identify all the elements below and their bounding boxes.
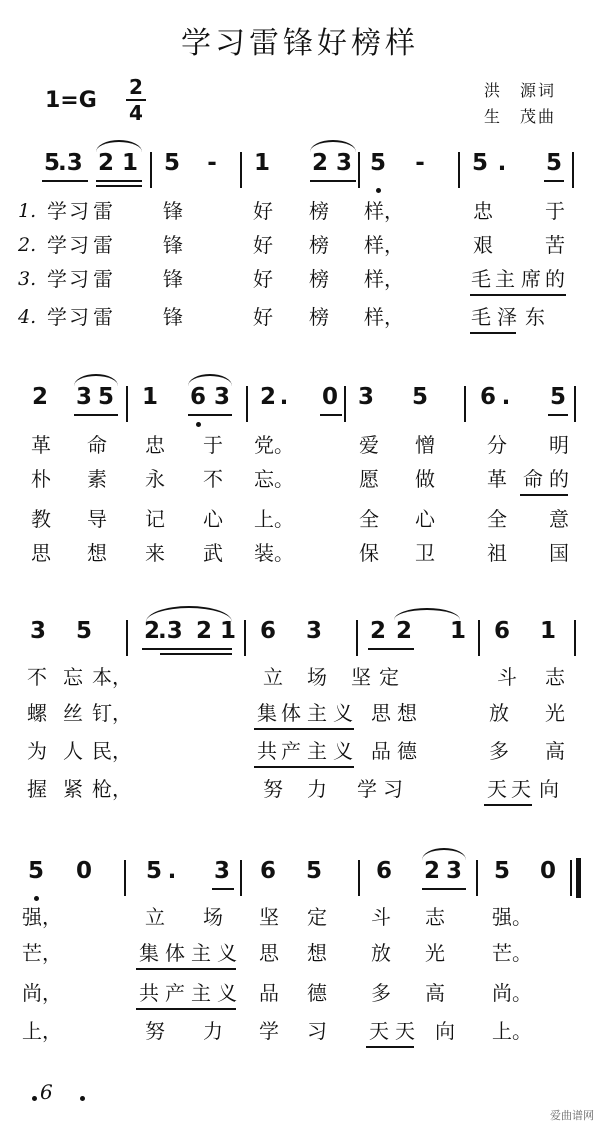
lyric: 保 (359, 541, 379, 565)
lyric: 憎 (415, 433, 435, 457)
note: 1 (539, 618, 556, 644)
note: .3 (58, 150, 83, 176)
note: 3 (305, 618, 322, 644)
lyric: 导 (87, 507, 107, 531)
barline (574, 620, 576, 656)
lyric: 产 (165, 981, 185, 1005)
lyric: 努 (145, 1019, 165, 1043)
lyric: 人 (63, 739, 83, 763)
lyric: 武 (203, 541, 223, 565)
lyric: 高 (545, 739, 565, 763)
barline (358, 152, 360, 188)
note: 2 (143, 618, 160, 644)
lyric: 坚 (351, 665, 371, 689)
underline-eighth (142, 648, 232, 650)
lyric: 榜 (309, 305, 329, 329)
lyric: 分 (487, 433, 507, 457)
lyric: 努 (263, 777, 283, 801)
lyric: 枪， (92, 777, 132, 801)
verse-number: 1. (18, 200, 37, 222)
barline (246, 386, 248, 422)
note: 1 (219, 618, 236, 644)
lyric: 锋 (163, 233, 183, 257)
lyric: 立 (145, 905, 165, 929)
underline-eighth (310, 180, 356, 182)
lyric: 握 (27, 777, 47, 801)
note: 2 (423, 858, 440, 884)
page-number-dot (32, 1096, 37, 1101)
lyric: 志 (545, 665, 565, 689)
slur (188, 374, 232, 386)
final-barline (576, 858, 581, 898)
lyric: 的 (545, 267, 565, 291)
barline (458, 152, 460, 188)
lyric: 永 (145, 467, 165, 491)
lyric: 共 (139, 981, 159, 1005)
lyric: 定 (379, 665, 399, 689)
note: . (279, 384, 289, 410)
lyric: 斗 (371, 905, 391, 929)
note: . (501, 384, 511, 410)
lyric: 好 (253, 199, 273, 223)
melisma-line (484, 804, 532, 806)
barline (570, 860, 572, 896)
lyric: 集 (139, 941, 159, 965)
lyricist-credit: 洪 源词 (484, 81, 557, 100)
lyric: 爱 (359, 433, 379, 457)
slur (74, 374, 118, 386)
lyric: 想 (397, 701, 417, 725)
note: . (167, 858, 177, 884)
barline (478, 620, 480, 656)
note: 2 (195, 618, 212, 644)
lyric: 立 (263, 665, 283, 689)
lyric: 好 (253, 305, 273, 329)
note: 3 (445, 858, 462, 884)
lyric: 好 (253, 267, 273, 291)
lyric: 向 (539, 777, 559, 801)
lyric: 学 (47, 305, 67, 329)
lyric: 为 (27, 739, 47, 763)
lyric: 主 (191, 941, 211, 965)
note: 3 (213, 384, 230, 410)
lyric: 定 (307, 905, 327, 929)
lyric: 雷 (93, 305, 113, 329)
underline-eighth (42, 180, 88, 182)
verse-number: 2. (18, 234, 37, 256)
verse-number: 3. (18, 268, 37, 290)
watermark-logo: 爱曲谱网 (550, 1109, 594, 1122)
lyric: 国 (549, 541, 569, 565)
verse-number: 4. (18, 306, 37, 328)
lyric: 义 (217, 981, 237, 1005)
lyric: 体 (281, 701, 301, 725)
underline-sixteenth (160, 653, 232, 655)
page-number: 6 (40, 1080, 53, 1104)
key-signature: 1=G (45, 88, 97, 113)
lyric: 学 (259, 1019, 279, 1043)
barline (150, 152, 152, 188)
lyric: 心 (203, 507, 223, 531)
lyric: 教 (31, 507, 51, 531)
lyric: 螺 (27, 701, 47, 725)
underline-eighth (74, 414, 118, 416)
lyric: 样， (364, 233, 404, 257)
lyric: 本， (92, 665, 132, 689)
lyric: 尚， (22, 981, 62, 1005)
lyric: 卫 (415, 541, 435, 565)
lyric: 雷 (93, 199, 113, 223)
notation-system-4 (0, 856, 600, 906)
time-signature-bottom: 4 (129, 101, 143, 125)
note: 5 (411, 384, 428, 410)
lyric: 想 (87, 541, 107, 565)
note: 5 (549, 384, 566, 410)
lyric: 革 (487, 467, 507, 491)
lyric: 忠 (473, 199, 493, 223)
barline (240, 860, 242, 896)
composer-credit: 生 茂曲 (484, 107, 557, 126)
lyric: 思 (371, 701, 391, 725)
lyric: 天 (369, 1019, 389, 1043)
time-signature (124, 76, 148, 124)
barline (344, 386, 346, 422)
barline (126, 386, 128, 422)
lyric: 光 (425, 941, 445, 965)
lyric: 装。 (254, 541, 294, 565)
lyric: 志 (425, 905, 445, 929)
lyric: 习 (383, 777, 403, 801)
slur (394, 608, 460, 620)
lyric: 高 (425, 981, 445, 1005)
note: 3 (75, 384, 92, 410)
lyric: 雷 (93, 267, 113, 291)
note: . (497, 150, 507, 176)
barline (356, 620, 358, 656)
melisma-line (254, 728, 354, 730)
lyric: 学 (47, 233, 67, 257)
lyric: 民， (92, 739, 132, 763)
lyric: 学 (47, 199, 67, 223)
lyric: 习 (69, 267, 89, 291)
note: 0 (75, 858, 92, 884)
lyric: 全 (487, 507, 507, 531)
underline-eighth (188, 414, 232, 416)
lyric: 好 (253, 233, 273, 257)
lyric: 场 (307, 665, 327, 689)
barline (244, 620, 246, 656)
lyric: 上， (22, 1019, 62, 1043)
note: 0 (539, 858, 556, 884)
lyric: 芒。 (492, 941, 532, 965)
note: 2 (395, 618, 412, 644)
note: 6 (259, 858, 276, 884)
lyric: 榜 (309, 267, 329, 291)
note: 5 (305, 858, 322, 884)
underline-eighth (422, 888, 466, 890)
lyric: 思 (31, 541, 51, 565)
lyric: 强， (22, 905, 62, 929)
lyric: 天 (511, 777, 531, 801)
lyric: 集 (257, 701, 277, 725)
time-signature-top: 2 (129, 75, 143, 99)
underline-eighth (212, 888, 234, 890)
note: 2 (369, 618, 386, 644)
lyric: 紧 (63, 777, 83, 801)
lyric: 榜 (309, 199, 329, 223)
underline-eighth (544, 180, 564, 182)
lyric: 品 (259, 981, 279, 1005)
lyric: 力 (307, 777, 327, 801)
note: 2 (259, 384, 276, 410)
melisma-line (520, 494, 568, 496)
notation-system-3 (0, 616, 600, 666)
lyric: 于 (203, 433, 223, 457)
lyric: 上。 (492, 1019, 532, 1043)
lyric: 多 (371, 981, 391, 1005)
lyric: 坚 (259, 905, 279, 929)
lyric: 品 (371, 739, 391, 763)
note: 3 (29, 618, 46, 644)
note: 6 (493, 618, 510, 644)
note: 5 (145, 858, 162, 884)
lyric: 主 (495, 267, 515, 291)
lyric: 丝 (63, 701, 83, 725)
note: 5 (471, 150, 488, 176)
lyric: 思 (259, 941, 279, 965)
melisma-line (136, 968, 236, 970)
lyric: 习 (69, 233, 89, 257)
note: 5 (75, 618, 92, 644)
note: 3 (213, 858, 230, 884)
slur (96, 140, 142, 152)
lyric: 毛 (471, 267, 491, 291)
note: .3 (158, 618, 183, 644)
note: 6 (259, 618, 276, 644)
barline (126, 620, 128, 656)
note: 3 (335, 150, 352, 176)
low-octave-dot (376, 188, 381, 193)
lyric: 雷 (93, 233, 113, 257)
lyric: 不 (203, 467, 223, 491)
note: 5 (545, 150, 562, 176)
underline-sixteenth (96, 185, 142, 187)
barline (464, 386, 466, 422)
lyric: 斗 (497, 665, 517, 689)
lyric: 党。 (254, 433, 294, 457)
lyric: 命 (523, 467, 543, 491)
note: 6 (479, 384, 496, 410)
lyric: 想 (307, 941, 327, 965)
lyric: 放 (489, 701, 509, 725)
lyric: 样， (364, 305, 404, 329)
note: 5 (27, 858, 44, 884)
note: 5 (43, 150, 60, 176)
lyric: 泽 (497, 305, 517, 329)
lyric: 放 (371, 941, 391, 965)
lyric: 忘。 (254, 467, 294, 491)
lyric: 德 (397, 739, 417, 763)
lyric: 德 (307, 981, 327, 1005)
lyric: 愿 (359, 467, 379, 491)
low-octave-dot (196, 422, 201, 427)
underline-eighth (368, 648, 414, 650)
lyric: 习 (307, 1019, 327, 1043)
lyric: 习 (69, 199, 89, 223)
lyric: 命 (87, 433, 107, 457)
lyric: 忘 (63, 665, 83, 689)
lyric: 向 (435, 1019, 455, 1043)
lyric: 钉， (92, 701, 132, 725)
note: - (415, 150, 425, 176)
note: - (207, 150, 217, 176)
lyric: 天 (395, 1019, 415, 1043)
lyric: 锋 (163, 199, 183, 223)
lyric: 义 (217, 941, 237, 965)
lyric: 苦 (545, 233, 565, 257)
lyric: 意 (549, 507, 569, 531)
note: 6 (375, 858, 392, 884)
note: 1 (449, 618, 466, 644)
lyric: 主 (307, 701, 327, 725)
lyric: 学 (357, 777, 377, 801)
lyric: 义 (333, 739, 353, 763)
lyric: 样， (364, 199, 404, 223)
lyric: 力 (203, 1019, 223, 1043)
lyric: 祖 (487, 541, 507, 565)
lyric: 学 (47, 267, 67, 291)
page-number-dot (80, 1096, 85, 1101)
lyric: 尚。 (492, 981, 532, 1005)
note: 6 (189, 384, 206, 410)
lyric: 记 (145, 507, 165, 531)
melisma-line (366, 1046, 414, 1048)
melisma-line (470, 294, 566, 296)
underline-eighth (548, 414, 568, 416)
lyric: 东 (525, 305, 545, 329)
barline (574, 386, 576, 422)
barline (572, 152, 574, 188)
note: 5 (163, 150, 180, 176)
lyric: 不 (27, 665, 47, 689)
note: 1 (141, 384, 158, 410)
note: 3 (357, 384, 374, 410)
lyric: 锋 (163, 267, 183, 291)
lyric: 主 (307, 739, 327, 763)
slur (146, 606, 232, 622)
lyric: 主 (191, 981, 211, 1005)
barline (476, 860, 478, 896)
note: 0 (321, 384, 338, 410)
lyric: 席 (521, 267, 541, 291)
slur (422, 848, 466, 860)
lyric: 场 (203, 905, 223, 929)
melisma-line (470, 332, 516, 334)
melisma-line (136, 1008, 236, 1010)
note: 5 (97, 384, 114, 410)
lyric: 上。 (254, 507, 294, 531)
lyric: 多 (489, 739, 509, 763)
lyric: 来 (145, 541, 165, 565)
lyric: 朴 (31, 467, 51, 491)
note: 2 (311, 150, 328, 176)
melisma-line (254, 766, 354, 768)
lyric: 明 (549, 433, 569, 457)
notation-system-1 (0, 148, 600, 198)
lyric: 于 (545, 199, 565, 223)
lyric: 忠 (145, 433, 165, 457)
lyric: 革 (31, 433, 51, 457)
lyric: 素 (87, 467, 107, 491)
lyric: 榜 (309, 233, 329, 257)
barline (358, 860, 360, 896)
lyric: 全 (359, 507, 379, 531)
notation-system-2 (0, 382, 600, 432)
lyric: 习 (69, 305, 89, 329)
lyric: 的 (549, 467, 569, 491)
note: 5 (369, 150, 386, 176)
lyric: 心 (415, 507, 435, 531)
lyric: 锋 (163, 305, 183, 329)
barline (240, 152, 242, 188)
lyric: 毛 (471, 305, 491, 329)
lyric: 天 (487, 777, 507, 801)
lyric: 强。 (492, 905, 532, 929)
lyric: 艰 (473, 233, 493, 257)
low-octave-dot (34, 896, 39, 901)
lyric: 共 (257, 739, 277, 763)
note: 5 (493, 858, 510, 884)
note: 1 (121, 150, 138, 176)
slur (310, 140, 356, 152)
underline-eighth (96, 180, 142, 182)
lyric: 芒， (22, 941, 62, 965)
note: 1 (253, 150, 270, 176)
lyric: 义 (333, 701, 353, 725)
lyric: 做 (415, 467, 435, 491)
lyric: 产 (281, 739, 301, 763)
lyric: 体 (165, 941, 185, 965)
note: 2 (97, 150, 114, 176)
barline (124, 860, 126, 896)
lyric: 光 (545, 701, 565, 725)
song-title: 学习雷锋好榜样 (181, 26, 419, 61)
note: 2 (31, 384, 48, 410)
lyric: 样， (364, 267, 404, 291)
underline-eighth (320, 414, 342, 416)
